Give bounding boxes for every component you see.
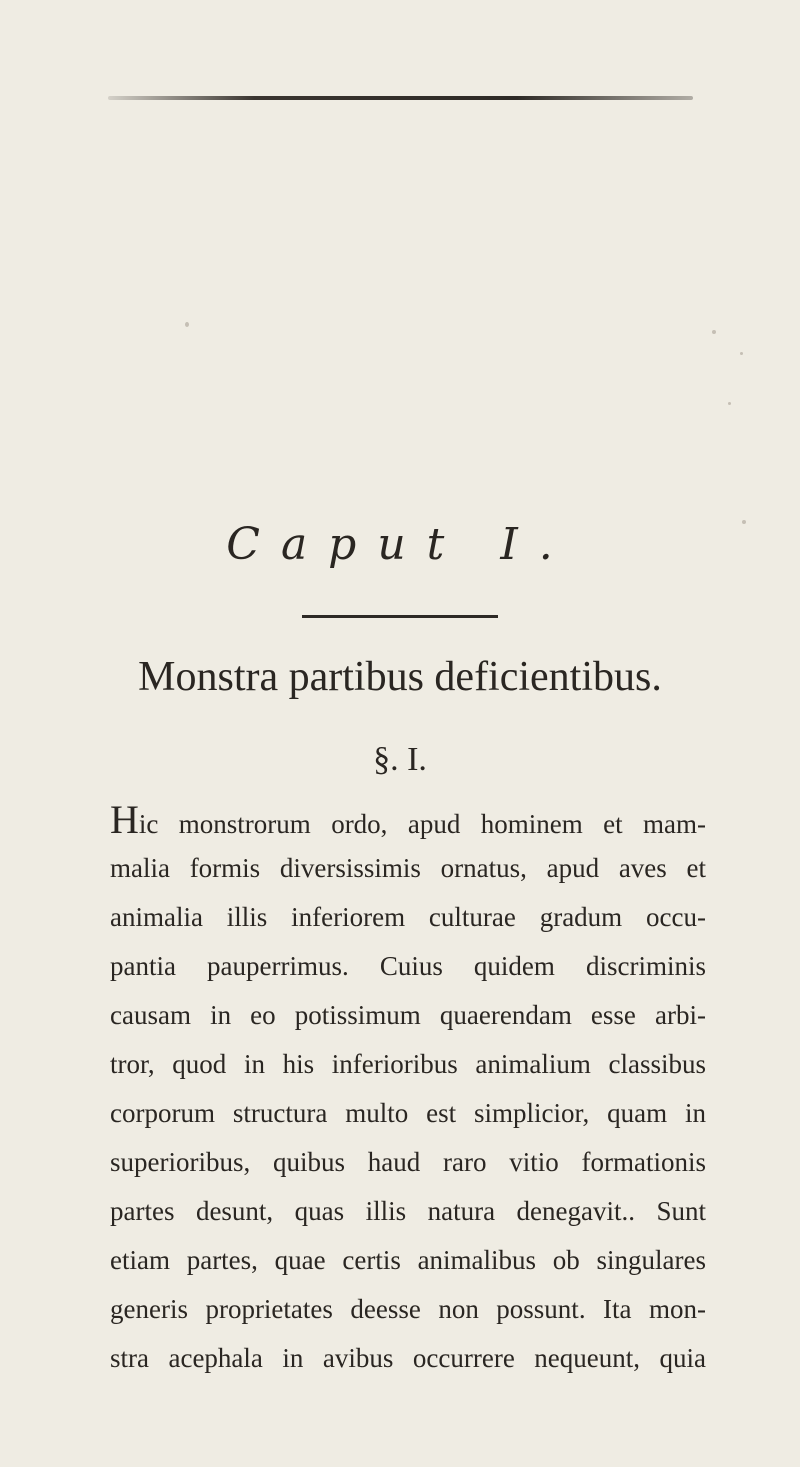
paper-speck: [740, 352, 743, 355]
text-line: partes desunt, quas illis natura denegavit.. Sunt: [110, 1196, 706, 1226]
paper-speck: [185, 322, 189, 327]
top-rule: [108, 96, 693, 100]
text-line: Hic monstrorum ordo, apud hominem et mam-: [110, 797, 706, 842]
paper-speck: [712, 330, 716, 334]
chapter-subtitle: Monstra partibus deficientibus.: [138, 654, 662, 700]
text-line: generis proprietates deesse non possunt. Ita mon-: [110, 1294, 706, 1324]
text-line: animalia illis inferiorem culturae gradum occu-: [110, 902, 706, 932]
text-line: etiam partes, quae certis animalibus ob singulares: [110, 1245, 706, 1275]
text-line: causam in eo potissimum quaerendam esse arbi-: [110, 1000, 706, 1030]
body-paragraph: [110, 795, 706, 1383]
text-line: tror, quod in his inferioribus animalium classibus: [110, 1049, 706, 1079]
section-number: §. I.: [373, 741, 427, 778]
text-line: pantia pauperrimus. Cuius quidem discriminis: [110, 951, 706, 981]
text-line: malia formis diversissimis ornatus, apud aves et: [110, 853, 706, 883]
heading-rule: [302, 615, 498, 618]
text-line: superioribus, quibus haud raro vitio formationis: [110, 1147, 706, 1177]
chapter-heading: Caput I.: [226, 519, 574, 570]
paper-speck: [728, 402, 731, 405]
text-line: corporum structura multo est simplicior, quam in: [110, 1098, 706, 1128]
text-line: stra acephala in avibus occurrere nequeunt, quia: [110, 1343, 706, 1373]
